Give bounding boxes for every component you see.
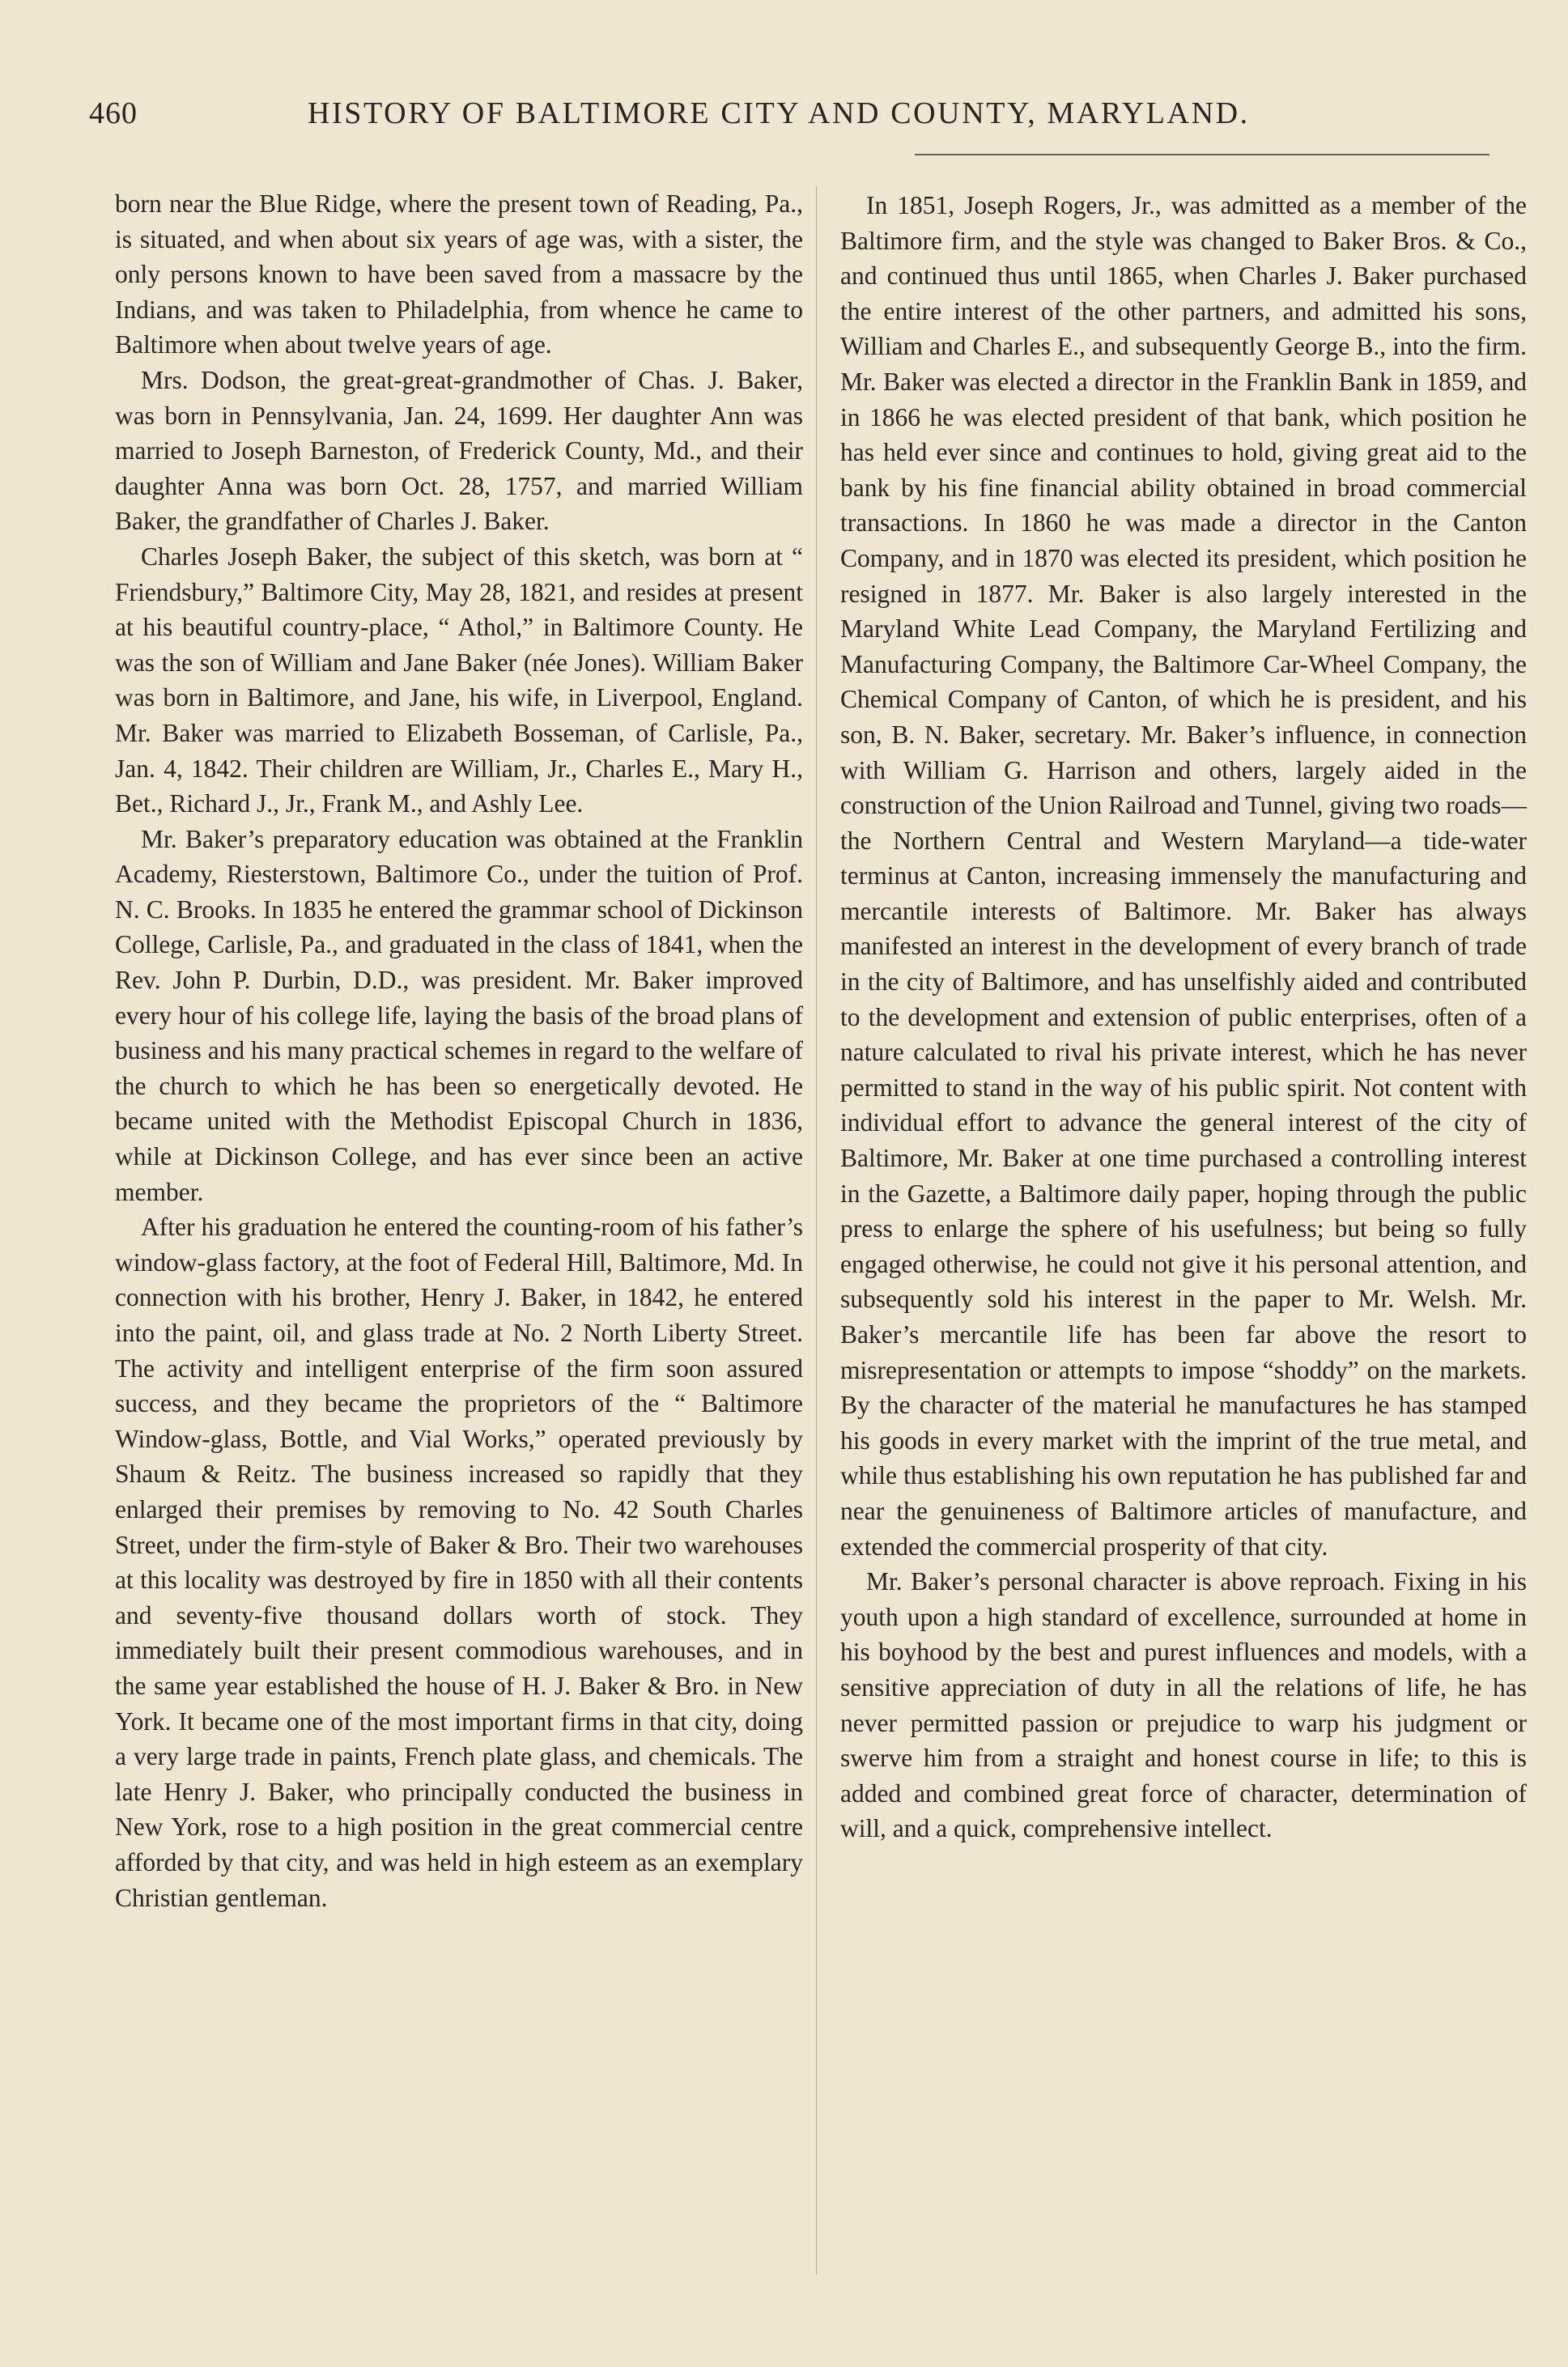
right-column <box>840 188 1527 1846</box>
paragraph-continuation: born near the Blue Ridge, where the present town of Reading, Pa., is situated, and when about six years of age was, with a sister, the only persons known to have been saved from a massacre by the Indians, and was taken to Philadelphia, from whence he came to Baltimore when about twelve years of age. <box>115 189 803 359</box>
paragraph-education: Mr. Baker’s preparatory education was obtained at the Franklin Academy, Riesterstown, Baltimore Co., under the tuition of Prof. N. C. Brooks. In 1835 he entered the grammar school of Dickinson College, Carlisle, Pa., and graduated in the class of 1841, when the Rev. John P. Durbin, D.D., was president. Mr. Baker improved every hour of his college life, laying the basis of the broad plans of business and his many practical schemes in regard to the welfare of the church to which he has been so energetically devoted. He became united with the Methodist Episcopal Church in 1836, while at Dickinson College, and has ever since been an active member. <box>115 824 803 1206</box>
paragraph-birth: Charles Joseph Baker, the subject of this sketch, was born at “ Friendsbury,” Baltimore City, May 28, 1821, and resides at present at his beautiful country-place, “ Athol,” in Baltimore County. He was the son of William and Jane Baker (née Jones). William Baker was born in Baltimore, and Jane, his wife, in Liverpool, England. Mr. Baker was married to Elizabeth Bosseman, of Carlisle, Pa., Jan. 4, 1842. Their children are William, Jr., Charles E., Mary H., Bet., Richard J., Jr., Frank M., and Ashly Lee. <box>115 542 803 818</box>
paragraph-dodson: Mrs. Dodson, the great-great-grandmother of Chas. J. Baker, was born in Pennsylvania, Jan. 24, 1699. Her daughter Ann was married to Joseph Barneston, of Frederick County, Md., and their daughter Anna was born Oct. 28, 1757, and married William Baker, the grandfather of Charles J. Baker. <box>115 365 803 536</box>
running-head: HISTORY OF BALTIMORE CITY AND COUNTY, MARYLAND. <box>308 96 1250 130</box>
paragraph-firm-history: In 1851, Joseph Rogers, Jr., was admitted as a member of the Baltimore firm, and the style was changed to Baker Bros. & Co., and continued thus until 1865, when Charles J. Baker purchased the entire interest of the other partners, and admitted his sons, William and Charles E., and subsequently George B., into the firm. Mr. Baker was elected a director in the Franklin Bank in 1859, and in 1866 he was elected president of that bank, which position he has held ever since and continues to hold, giving great aid to the bank by his fine financial ability obtained in broad commercial transactions. In 1860 he was made a director in the Canton Company, and in 1870 was elected its president, which position he resigned in 1877. Mr. Baker is also largely interested in the Maryland White Lead Company, the Maryland Fertilizing and Manufacturing Company, the Baltimore Car-Wheel Company, the Chemical Company of Canton, of which he is president, and his son, B. N. Baker, secretary. Mr. Baker’s influence, in connection with William G. Harrison and others, largely aided in the construction of the Union Railroad and Tunnel, giving two roads—the Northern Central and Western Maryland—a tide-water terminus at Canton, increasing immensely the manufacturing and mercantile interests of Baltimore. Mr. Baker has always manifested an interest in the development of every branch of trade in the city of Baltimore, and has unselfishly aided and contributed to the development and extension of public enterprises, often of a nature calculated to rival his private interest, which he has never permitted to stand in the way of his public spirit. Not content with individual effort to advance the general interest of the city of Baltimore, Mr. Baker at one time purchased a controlling interest in the Gazette, a Baltimore daily paper, hoping through the public press to enlarge the sphere of his usefulness; but being so fully engaged otherwise, he could not give it his personal attention, and subsequently sold his interest in the paper to Mr. Welsh. Mr. Baker’s mercantile life has been far above the resort to misrepresentation or attempts to impose “shoddy” on the markets. By the character of the material he manufactures he has stamped his goods in every market with the imprint of the true metal, and while thus establishing his own reputation he has published far and near the genuineness of Baltimore articles of manufacture, and extended the commercial prosperity of that city. <box>840 191 1527 1561</box>
paragraph-character: Mr. Baker’s personal character is above reproach. Fixing in his youth upon a high standard of excellence, surrounded at home in his boyhood by the best and purest influences and models, with a sensitive appreciation of duty in all the relations of life, he has never permitted passion or prejudice to warp his judgment or swerve him from a straight and honest course in life; to this is added and combined great force of character, determination of will, and a quick, comprehensive intellect. <box>840 1567 1527 1843</box>
column-divider <box>816 186 817 2275</box>
page-header <box>89 96 1352 152</box>
left-column <box>115 186 803 1915</box>
page-number: 460 <box>89 96 138 130</box>
header-rule <box>915 154 1489 155</box>
paragraph-business: After his graduation he entered the counting-room of his father’s window-glass factory, at the foot of Federal Hill, Baltimore, Md. In connection with his brother, Henry J. Baker, in 1842, he entered into the paint, oil, and glass trade at No. 2 North Liberty Street. The activity and intelligent enterprise of the firm soon assured success, and they became the proprietors of the “ Baltimore Window-glass, Bottle, and Vial Works,” operated previously by Shaum & Reitz. The business increased so rapidly that they enlarged their premises by removing to No. 42 South Charles Street, under the firm-style of Baker & Bro. Their two warehouses at this locality was destroyed by fire in 1850 with all their contents and seventy-five thousand dollars worth of stock. They immediately built their present commodious warehouses, and in the same year established the house of H. J. Baker & Bro. in New York. It became one of the most important firms in that city, doing a very large trade in paints, French plate glass, and chemicals. The late Henry J. Baker, who principally conducted the business in New York, rose to a high position in the great commercial centre afforded by that city, and was held in high esteem as an exemplary Christian gentleman. <box>115 1213 804 1912</box>
